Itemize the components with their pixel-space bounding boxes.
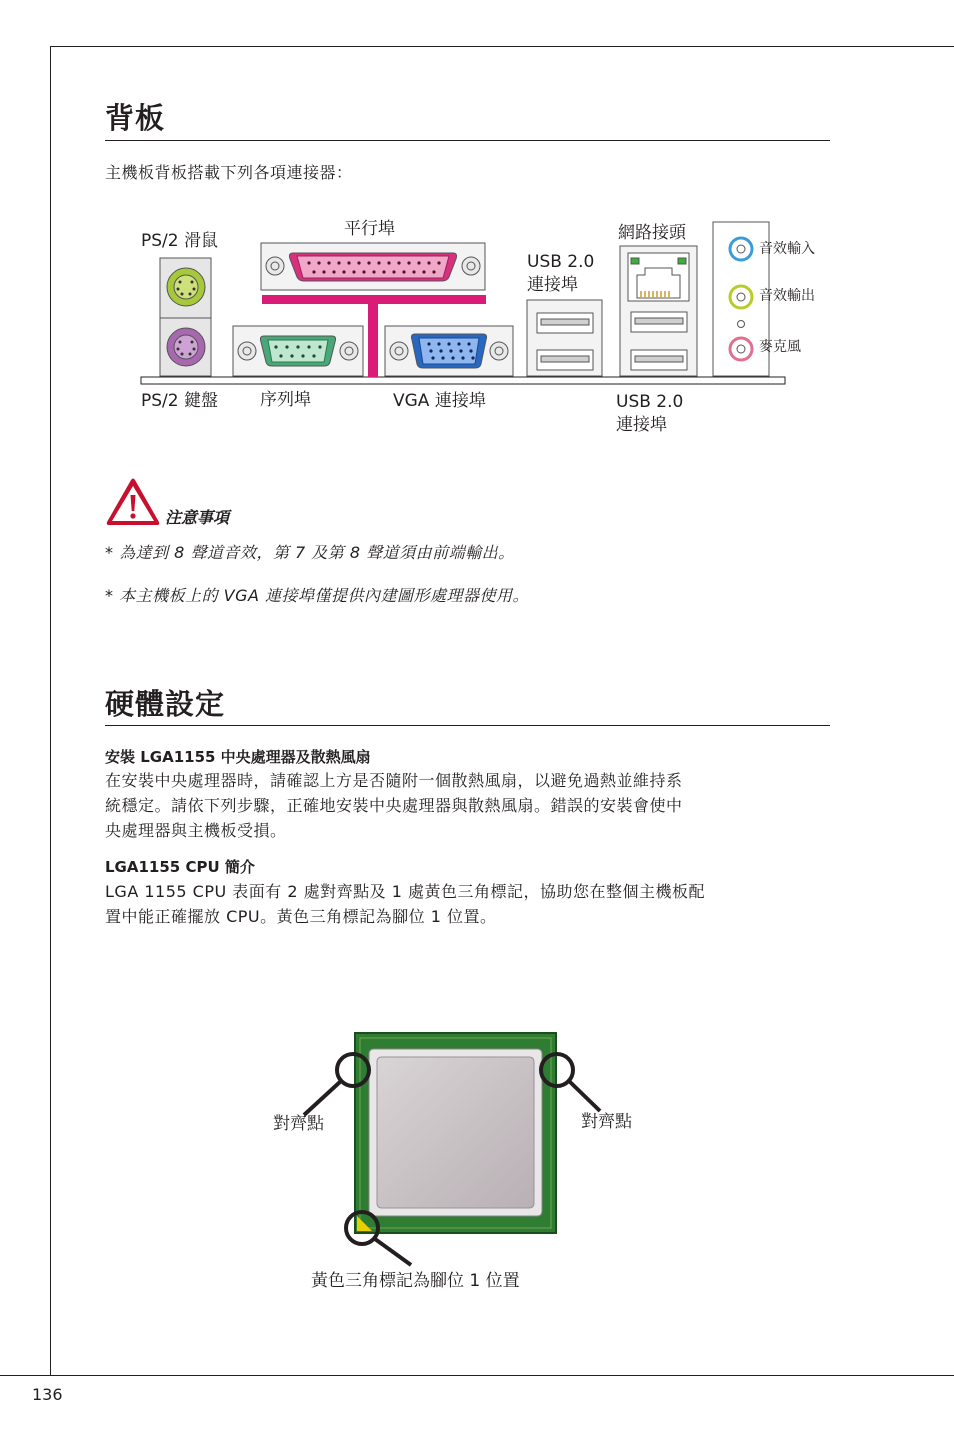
pin1-label: 黃色三角標記為腳位 1 位置 [311,1271,520,1291]
cpu-diagram [290,1025,620,1270]
cpu-intro-line-1: LGA 1155 CPU 表面有 2 處對齊點及 1 處黃色三角標記，協助您在整個主機板配 [105,882,705,901]
label-ps2-keyboard: PS/2 鍵盤 [141,391,218,411]
label-audio-in: 音效輸入 [759,241,815,257]
lan-usb-stack [620,246,697,376]
warning-icon [105,477,161,527]
back-panel-heading: 背板 [105,101,166,135]
caution-note-2: * 本主機板上的 VGA 連接埠僅提供內建圖形處理器使用。 [105,586,530,605]
back-panel-intro: 主機板背板搭載下列各項連接器： [105,163,353,182]
label-lan: 網路接頭 [618,223,686,243]
ps2-mouse-port [160,258,211,318]
cpu-install-line-2: 統穩定。請依下列步驟，正確地安裝中央處理器與散熱風扇。錯誤的安裝會使中 [105,796,683,815]
label-mic: 麥克風 [759,339,801,355]
caution-note-1: * 為達到 8 聲道音效，第 7 及第 8 聲道須由前端輸出。 [105,543,515,562]
serial-port [233,326,363,376]
vga-port [385,326,513,376]
caution-title: 注意事項 [165,508,230,527]
label-usb-bottom-line1: USB 2.0 [616,392,684,412]
cpu-intro-line-2: 置中能正確擺放 CPU。黃色三角標記為腳位 1 位置。 [105,907,497,926]
hardware-setup-heading: 硬體設定 [105,687,226,721]
parallel-leader-stem [368,304,378,377]
label-vga-port: VGA 連接埠 [393,391,486,411]
alignment-label-left: 對齊點 [273,1114,324,1134]
usb-port-stack-1 [527,300,602,376]
label-audio-out: 音效輸出 [759,288,815,304]
page-number: 136 [32,1385,63,1404]
label-ps2-mouse: PS/2 滑鼠 [141,231,218,251]
parallel-port [261,243,485,290]
hardware-setup-rule [105,725,830,726]
label-usb-top-line1: USB 2.0 [527,252,595,272]
label-usb-top-line2: 連接埠 [527,275,578,295]
ps2-keyboard-port [160,318,211,376]
label-usb-bottom-line2: 連接埠 [616,415,667,435]
panel-base [141,377,785,384]
frame-bottom-line [0,1375,954,1376]
label-parallel-port: 平行埠 [344,219,395,239]
cpu-install-title: 安裝 LGA1155 中央處理器及散熱風扇 [105,748,371,766]
alignment-label-right: 對齊點 [581,1112,632,1132]
parallel-leader-bar [262,295,486,304]
cpu-install-line-3: 央處理器與主機板受損。 [105,821,287,840]
label-serial-port: 序列埠 [260,390,311,410]
cpu-intro-title: LGA1155 CPU 簡介 [105,858,255,876]
cpu-install-line-1: 在安裝中央處理器時，請確認上方是否隨附一個散熱風扇，以避免過熱並維持系 [105,771,683,790]
